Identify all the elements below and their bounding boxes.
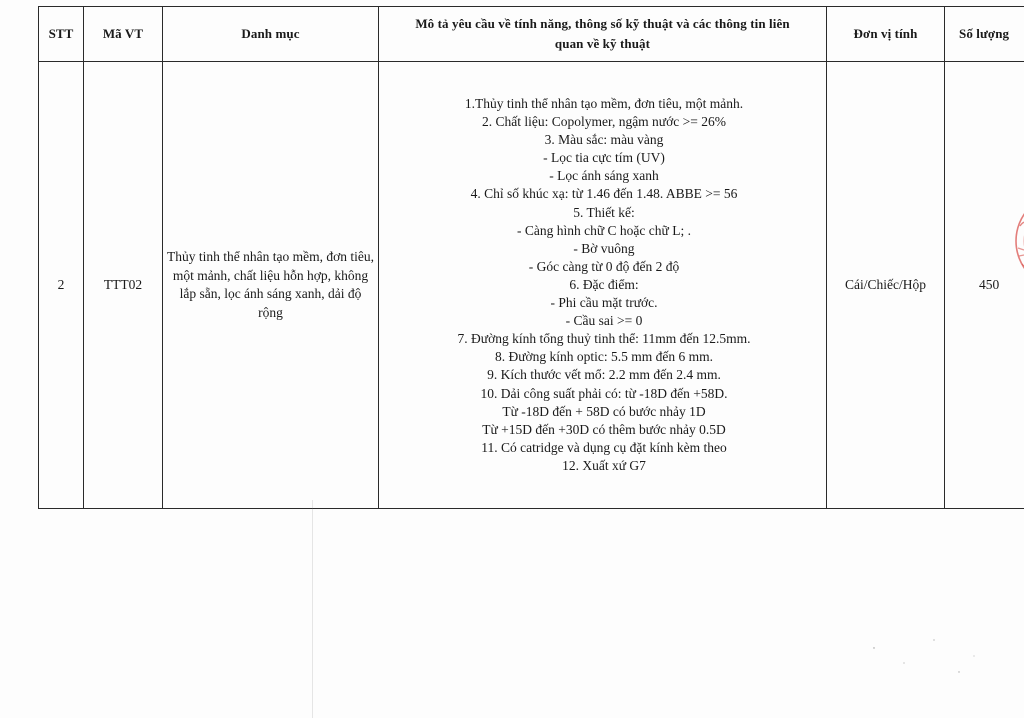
description-line: 6. Đặc điểm: xyxy=(569,276,639,292)
description-line: Từ -18D đến + 58D có bước nhảy 1D xyxy=(502,403,706,419)
description-line: 12. Xuất xứ G7 xyxy=(562,457,646,473)
description-line: 9. Kích thước vết mổ: 2.2 mm đến 2.4 mm. xyxy=(487,367,721,383)
description-line: 3. Màu sắc: màu vàng xyxy=(544,132,664,148)
description-line: - Càng hình chữ C hoặc chữ L; . xyxy=(517,222,691,238)
header-description-line2: quan về kỹ thuật xyxy=(554,36,651,51)
header-stt: STT xyxy=(39,7,84,62)
scan-artifact-line xyxy=(312,500,313,718)
cell-unit: Cái/Chiếc/Hộp xyxy=(827,62,945,509)
description-line: - Phi cầu mặt trước. xyxy=(550,295,658,311)
cell-stt: 2 xyxy=(39,62,84,509)
description-line: - Bờ vuông xyxy=(573,240,635,256)
table-row xyxy=(39,62,1024,509)
table-header-row xyxy=(39,7,1024,62)
description-line: 8. Đường kính optic: 5.5 mm đến 6 mm. xyxy=(494,349,714,365)
quantity-value: 450 xyxy=(979,277,1000,292)
description-line: 7. Đường kính tổng thuỷ tinh thể: 11mm đến 12.5mm. xyxy=(457,331,751,347)
description-line: - Cầu sai >= 0 xyxy=(565,313,643,329)
description-line: 1.Thủy tinh thể nhân tạo mềm, đơn tiêu, một mảnh. xyxy=(464,96,744,112)
description-line: - Lọc tia cực tím (UV) xyxy=(543,150,665,166)
cell-quantity xyxy=(945,62,1024,509)
scan-artifact-dots xyxy=(864,628,984,688)
category-text: Thủy tinh thể nhân tạo mềm, đơn tiêu, một mảnh, chất liệu hỗn hợp, không lắp sẵn, lọc ánh sáng xanh, dải độ rộng xyxy=(167,249,374,320)
description-list xyxy=(379,95,826,475)
header-code: Mã VT xyxy=(84,7,163,62)
header-category: Danh mục xyxy=(163,7,379,62)
description-line: - Góc càng từ 0 độ đến 2 độ xyxy=(528,258,680,274)
description-line: 10. Dải công suất phải có: từ -18D đến +58D. xyxy=(480,385,728,401)
cell-code: TTT02 xyxy=(84,62,163,509)
description-line: 5. Thiết kế: xyxy=(573,204,635,220)
cell-category xyxy=(163,62,379,509)
header-description-line1: Mô tả yêu cầu về tính năng, thông số kỹ thuật và các thông tin liên xyxy=(415,16,790,31)
specification-table xyxy=(38,6,1024,509)
description-line: Từ +15D đến +30D có thêm bước nhảy 0.5D xyxy=(482,421,726,437)
cell-description xyxy=(379,62,827,509)
description-line: 4. Chỉ số khúc xạ: từ 1.46 đến 1.48. ABBE >= 56 xyxy=(470,186,738,202)
header-description xyxy=(379,7,827,62)
description-line: 11. Có catridge và dụng cụ đặt kính kèm theo xyxy=(481,439,727,455)
header-quantity: Số lượng xyxy=(945,7,1024,62)
description-line: - Lọc ánh sáng xanh xyxy=(549,168,659,184)
description-line: 2. Chất liệu: Copolymer, ngậm nước >= 26% xyxy=(482,114,726,130)
header-unit: Đơn vị tính xyxy=(827,7,945,62)
